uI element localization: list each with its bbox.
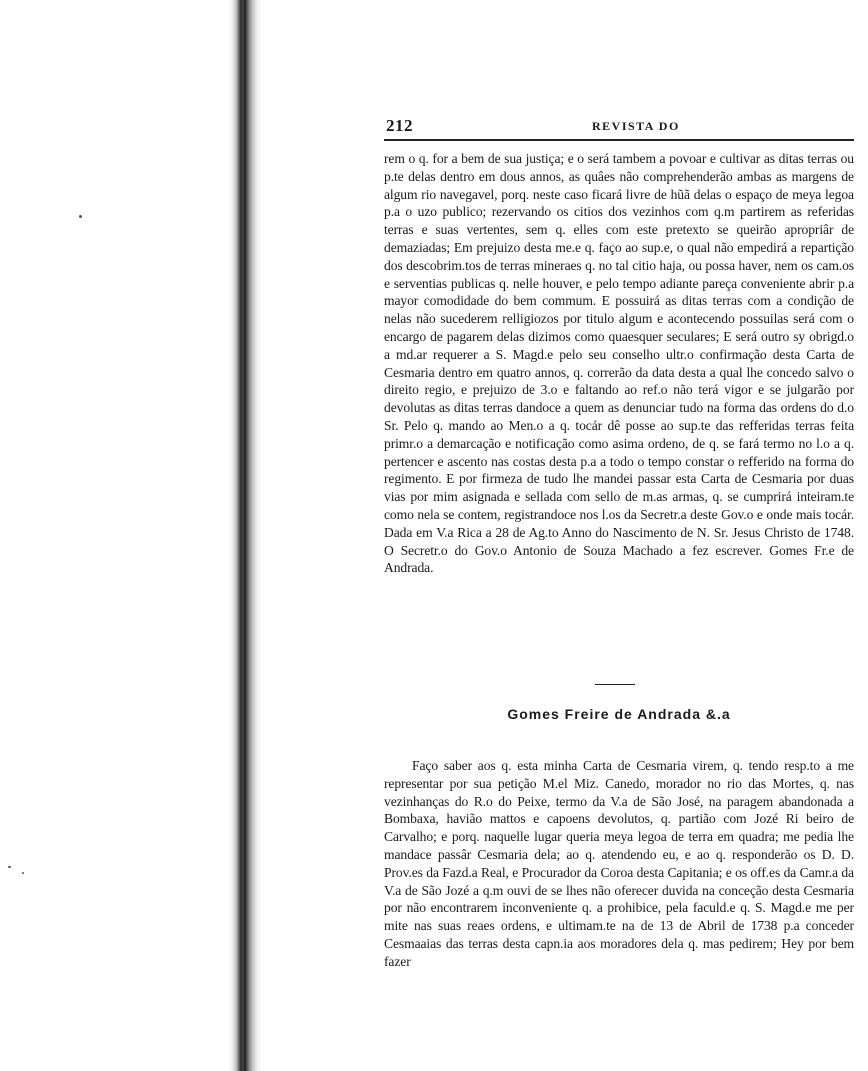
scan-speck: [79, 215, 82, 218]
header-rule: [384, 139, 854, 141]
body-paragraph: rem o q. for a bem de sua justiça; e o será tambem a povoar e cultivar as ditas terras ou p.te delas dentro em dous annos, as quâes não comprehenderão ambas as margens de algum rio navegavel, porq. neste caso ficará livre de hũã delas o espaço de meya legoa p.a o uzo publico; rezervando os citios dos vezinhos com q.m partirem as referidas terras e suas vertentes, sem q. elles com este pretexto se queirão apropriâr de demaziadas; Em prejuizo desta me.e q. faço ao sup.e, o qual não empedirá a repartição dos descobrim.tos de terras mineraes q. no tal citio haja, ou possa haver, nem os cam.os e serventias publicas q. nelle houver, e pelo tempo adiante pareça conveniente abrir p.a mayor comodidade do bem commum. E possuirá as ditas terras com a condição de nelas não sucederem relligiozos por titulo algum e acontecendo possuilas será com o encargo de pagarem delas dizimos como quaesquer seculares; E será outro sy obrigd.o a md.ar requerer a S. Magd.e pelo seu conselho ultr.o confirmação desta Carta de Cesmaria dentro em quatro annos, q. correrão da data desta a qual lhe concedo salvo o direito regio, e prejuizo de 3.o e faltando ao ref.o não terá vigor e se julgarão por devolutas as ditas terras dandoce a quem as denunciar tudo na forma das ordens do d.o Sr. Pelo q. mando ao Men.o a q. tocár dê posse ao sup.te das refferidas terras feita primr.o a demarcação e notificação como asima ordeno, de q. se fará termo no l.o a q. pertencer e ascento nas costas desta p.a a todo o tempo constar o refferido na forma do regimento. E por firmeza de tudo lhe mandei passar esta Carta de Cesmaria por duas vias por mim asignada e sellada com sello de m.as armas, q. se cumprirá inteiram.te como nela se contem, registrandoce nos l.os da Secretr.a deste Gov.o e onde mais tocár. Dada em V.a Rica a 28 de Ag.to Anno do Nascimento de N. Sr. Jesus Christo de 1748. O Secretr.o do Gov.o Antonio de Souza Machado a fez escrever. Gomes Fr.e de Andrada.: [384, 151, 854, 576]
section-separator: [595, 684, 635, 685]
scan-speck: [22, 872, 24, 874]
body-paragraph: Faço saber aos q. esta minha Carta de Cesmaria virem, q. tendo resp.to a me representar por sua petição M.el Miz. Canedo, morador no rio das Mortes, q. nas vezinhanças do R.o do Peixe, termo da V.a de São José, na paragem abandonada a Bombaxa, havião mattos e capoens devolutos, q. partião com Jozé Ri beiro de Carvalho; e porq. naquelle lugar queria meya legoa de terra em quadra; me pedia lhe mandace passâr Cesmaria dela; ao q. atendendo eu, e ao q. responderão os D. D. Prov.es da Fazd.a Real, e Procurador da Coroa desta Capitania; e os off.es da Camr.a da V.a de São Jozé a q.m ouvi de se lhes não oferecer duvida na conceção desta Cesmaria por não encontrarem inconveniente q. a prohibice, pela faculd.e q. S. Magd.e me per mite nas suas reaes ordens, e ultimam.te na de 13 de Abril de 1738 p.a conceder Cesmaaias das terras desta capn.ia aos moradores dela q. mas pedirem; Hey por bem fazer: [384, 758, 854, 969]
page-header: [384, 116, 854, 136]
scan-speck: [8, 866, 11, 868]
book-binding-gutter: [228, 0, 262, 1071]
running-title: REVISTA DO: [592, 119, 680, 133]
page-number: 212: [386, 116, 413, 135]
book-page: [384, 0, 854, 1071]
section-heading: Gomes Freire de Andrada &.a: [507, 706, 731, 722]
